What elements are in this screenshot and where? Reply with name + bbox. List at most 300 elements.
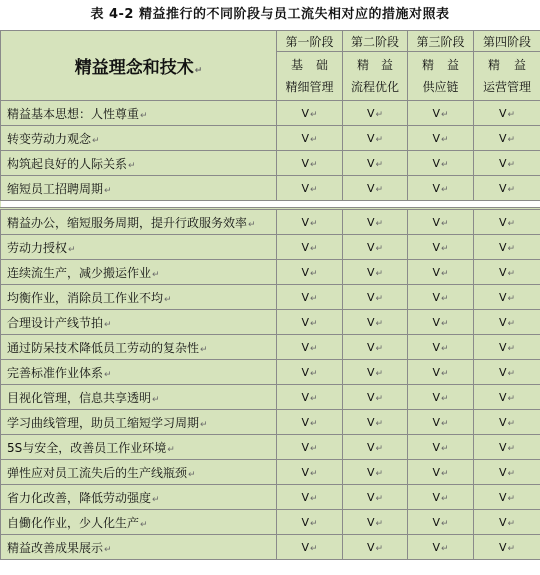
table-row bbox=[1, 335, 540, 360]
stage-4-checkmark bbox=[474, 535, 540, 560]
table-row bbox=[1, 101, 540, 126]
paragraph-mark: ↵ bbox=[507, 493, 516, 504]
stage-4-checkmark bbox=[474, 209, 540, 235]
check-mark: V bbox=[498, 265, 507, 279]
stage-4-checkmark bbox=[474, 235, 540, 260]
table-row bbox=[1, 535, 540, 560]
header-row-1 bbox=[1, 31, 540, 52]
paragraph-mark: ↵ bbox=[375, 368, 384, 379]
stage-1-title: 第一阶段 bbox=[277, 31, 343, 52]
stage-2-sub-line2: 流程优化 bbox=[350, 80, 399, 94]
paragraph-mark: ↵ bbox=[375, 134, 384, 145]
paragraph-mark: ↵ bbox=[375, 184, 384, 195]
paragraph-mark: ↵ bbox=[440, 318, 449, 329]
stage-1-checkmark bbox=[277, 151, 343, 176]
check-mark: V bbox=[366, 440, 375, 454]
stage-1-checkmark bbox=[277, 460, 343, 485]
table-row bbox=[1, 209, 540, 235]
check-mark: V bbox=[301, 106, 309, 120]
stage-1-checkmark bbox=[277, 360, 343, 385]
measure-label bbox=[1, 410, 277, 435]
check-mark: V bbox=[432, 490, 440, 504]
stage-4-checkmark bbox=[474, 176, 540, 201]
check-mark: V bbox=[432, 415, 440, 429]
paragraph-mark: ↵ bbox=[440, 268, 449, 279]
check-mark: V bbox=[366, 465, 375, 479]
stage-2-checkmark bbox=[343, 235, 408, 260]
paragraph-mark: ↵ bbox=[507, 109, 516, 120]
stage-3-checkmark bbox=[408, 176, 474, 201]
paragraph-mark: ↵ bbox=[375, 243, 384, 254]
stage-4-checkmark bbox=[474, 151, 540, 176]
check-mark: V bbox=[498, 415, 507, 429]
stage-2-checkmark bbox=[343, 209, 408, 235]
check-mark: V bbox=[498, 490, 507, 504]
paragraph-mark: ↵ bbox=[440, 243, 449, 254]
table-row bbox=[1, 385, 540, 410]
stage-4-sub-line2: 运营管理 bbox=[482, 80, 531, 94]
measure-label bbox=[1, 310, 277, 335]
check-mark: V bbox=[301, 415, 309, 429]
check-mark: V bbox=[432, 290, 440, 304]
check-mark: V bbox=[301, 215, 309, 229]
paragraph-mark: ↵ bbox=[507, 443, 516, 454]
stage-1-checkmark bbox=[277, 235, 343, 260]
measure-label bbox=[1, 209, 277, 235]
check-mark: V bbox=[366, 415, 375, 429]
stage-4-checkmark bbox=[474, 385, 540, 410]
check-mark: V bbox=[498, 440, 507, 454]
paragraph-mark: ↵ bbox=[375, 293, 384, 304]
measure-label bbox=[1, 435, 277, 460]
measure-text: 学习曲线管理，助员工缩短学习周期 bbox=[7, 415, 200, 430]
paragraph-mark: ↵ bbox=[507, 318, 516, 329]
stage-4-checkmark bbox=[474, 360, 540, 385]
check-mark: V bbox=[366, 181, 375, 195]
paragraph-mark: ↵ bbox=[309, 418, 318, 429]
table-row bbox=[1, 485, 540, 510]
paragraph-mark: ↵ bbox=[309, 218, 318, 229]
stage-3-sub-line2: 供应链 bbox=[422, 80, 459, 94]
measures-table bbox=[0, 30, 540, 560]
measure-text: 省力化改善，降低劳动强度 bbox=[7, 490, 152, 505]
paragraph-mark: ↵ bbox=[507, 159, 516, 170]
stage-1-checkmark bbox=[277, 126, 343, 151]
table-row bbox=[1, 310, 540, 335]
measure-text: 完善标准作业体系 bbox=[7, 365, 104, 380]
check-mark: V bbox=[301, 240, 309, 254]
group-separator bbox=[1, 201, 540, 209]
table-row bbox=[1, 460, 540, 485]
header-main bbox=[1, 31, 277, 101]
stage-3-checkmark bbox=[408, 410, 474, 435]
measure-label bbox=[1, 151, 277, 176]
check-mark: V bbox=[366, 265, 375, 279]
measure-label bbox=[1, 510, 277, 535]
measures-table-container bbox=[0, 30, 540, 560]
table-row bbox=[1, 435, 540, 460]
paragraph-mark: ↵ bbox=[440, 543, 449, 554]
stage-4-checkmark bbox=[474, 335, 540, 360]
stage-3-checkmark bbox=[408, 460, 474, 485]
stage-4-checkmark bbox=[474, 260, 540, 285]
stage-3-subtitle bbox=[408, 52, 474, 101]
check-mark: V bbox=[432, 181, 440, 195]
separator-cell bbox=[1, 201, 540, 209]
check-mark: V bbox=[498, 106, 507, 120]
check-mark: V bbox=[432, 340, 440, 354]
check-mark: V bbox=[301, 131, 309, 145]
paragraph-mark: ↵ bbox=[375, 543, 384, 554]
check-mark: V bbox=[498, 465, 507, 479]
stage-4-sub-line1: 精 益 bbox=[488, 58, 526, 72]
measure-text: 精益基本思想：人性尊重 bbox=[7, 106, 140, 121]
stage-3-checkmark bbox=[408, 385, 474, 410]
check-mark: V bbox=[498, 315, 507, 329]
table-row bbox=[1, 510, 540, 535]
stage-2-checkmark bbox=[343, 410, 408, 435]
paragraph-mark: ↵ bbox=[104, 369, 112, 380]
paragraph-mark: ↵ bbox=[507, 268, 516, 279]
paragraph-mark: ↵ bbox=[507, 518, 516, 529]
stage-1-checkmark bbox=[277, 176, 343, 201]
stage-3-checkmark bbox=[408, 435, 474, 460]
table-row bbox=[1, 176, 540, 201]
measure-label bbox=[1, 535, 277, 560]
paragraph-mark: ↵ bbox=[440, 293, 449, 304]
paragraph-mark: ↵ bbox=[375, 318, 384, 329]
paragraph-mark: ↵ bbox=[440, 468, 449, 479]
check-mark: V bbox=[366, 515, 375, 529]
stage-3-checkmark bbox=[408, 485, 474, 510]
stage-2-sub-line1: 精 益 bbox=[357, 58, 393, 72]
paragraph-mark: ↵ bbox=[152, 494, 160, 505]
stage-2-checkmark bbox=[343, 126, 408, 151]
measure-text: 构筑起良好的人际关系 bbox=[7, 156, 128, 171]
measure-text: 精益办公，缩短服务周期，提升行政服务效率 bbox=[7, 215, 248, 230]
check-mark: V bbox=[498, 540, 507, 554]
paragraph-mark: ↵ bbox=[309, 443, 318, 454]
stage-2-checkmark bbox=[343, 101, 408, 126]
paragraph-mark: ↵ bbox=[104, 319, 112, 330]
check-mark: V bbox=[366, 240, 375, 254]
check-mark: V bbox=[432, 390, 440, 404]
measure-label bbox=[1, 460, 277, 485]
measure-label bbox=[1, 485, 277, 510]
check-mark: V bbox=[301, 156, 309, 170]
paragraph-mark: ↵ bbox=[68, 244, 76, 255]
measure-text: 连续流生产，减少搬运作业 bbox=[7, 265, 152, 280]
stage-2-checkmark bbox=[343, 460, 408, 485]
paragraph-mark: ↵ bbox=[507, 468, 516, 479]
check-mark: V bbox=[498, 240, 507, 254]
paragraph-mark: ↵ bbox=[140, 110, 148, 121]
stage-1-subtitle bbox=[277, 52, 343, 101]
measure-label bbox=[1, 335, 277, 360]
stage-3-checkmark bbox=[408, 126, 474, 151]
stage-3-title: 第三阶段 bbox=[408, 31, 474, 52]
table-row bbox=[1, 285, 540, 310]
table-caption: 表 4-2 精益推行的不同阶段与员工流失相对应的措施对照表 bbox=[90, 7, 450, 22]
stage-2-checkmark bbox=[343, 285, 408, 310]
paragraph-mark: ↵ bbox=[507, 184, 516, 195]
paragraph-mark: ↵ bbox=[375, 268, 384, 279]
stage-2-checkmark bbox=[343, 151, 408, 176]
check-mark: V bbox=[366, 106, 375, 120]
measure-text: 目视化管理，信息共享透明 bbox=[7, 390, 152, 405]
paragraph-mark: ↵ bbox=[440, 343, 449, 354]
check-mark: V bbox=[301, 290, 309, 304]
paragraph-mark: ↵ bbox=[440, 443, 449, 454]
stage-3-checkmark bbox=[408, 151, 474, 176]
paragraph-mark: ↵ bbox=[507, 393, 516, 404]
check-mark: V bbox=[366, 340, 375, 354]
measure-label bbox=[1, 260, 277, 285]
paragraph-mark: ↵ bbox=[507, 543, 516, 554]
check-mark: V bbox=[366, 390, 375, 404]
paragraph-mark: ↵ bbox=[200, 419, 208, 430]
check-mark: V bbox=[301, 490, 309, 504]
table-row bbox=[1, 151, 540, 176]
stage-4-checkmark bbox=[474, 435, 540, 460]
paragraph-mark: ↵ bbox=[507, 134, 516, 145]
paragraph-mark: ↵ bbox=[164, 294, 172, 305]
measure-label bbox=[1, 385, 277, 410]
paragraph-mark: ↵ bbox=[309, 184, 318, 195]
paragraph-mark: ↵ bbox=[440, 418, 449, 429]
stage-1-checkmark bbox=[277, 101, 343, 126]
check-mark: V bbox=[432, 440, 440, 454]
check-mark: V bbox=[432, 156, 440, 170]
stage-4-checkmark bbox=[474, 101, 540, 126]
check-mark: V bbox=[498, 290, 507, 304]
stage-4-checkmark bbox=[474, 510, 540, 535]
check-mark: V bbox=[301, 181, 309, 195]
paragraph-mark: ↵ bbox=[140, 519, 148, 530]
measure-text: 缩短员工招聘周期 bbox=[7, 181, 104, 196]
paragraph-mark: ↵ bbox=[309, 159, 318, 170]
check-mark: V bbox=[498, 131, 507, 145]
stage-3-checkmark bbox=[408, 310, 474, 335]
stage-1-sub-line1: 基 础 bbox=[291, 58, 328, 72]
stage-2-checkmark bbox=[343, 260, 408, 285]
check-mark: V bbox=[301, 440, 309, 454]
paragraph-mark: ↵ bbox=[375, 468, 384, 479]
paragraph-mark: ↵ bbox=[309, 318, 318, 329]
paragraph-mark: ↵ bbox=[440, 184, 449, 195]
check-mark: V bbox=[432, 215, 440, 229]
check-mark: V bbox=[498, 215, 507, 229]
measure-text: 通过防呆技术降低员工劳动的复杂性 bbox=[7, 340, 200, 355]
paragraph-mark: ↵ bbox=[309, 468, 318, 479]
check-mark: V bbox=[432, 131, 440, 145]
paragraph-mark: ↵ bbox=[248, 219, 256, 230]
paragraph-mark: ↵ bbox=[194, 66, 203, 76]
stage-3-checkmark bbox=[408, 335, 474, 360]
paragraph-mark: ↵ bbox=[375, 343, 384, 354]
stage-4-title: 第四阶段 bbox=[474, 31, 540, 52]
measure-label bbox=[1, 235, 277, 260]
stage-2-checkmark bbox=[343, 176, 408, 201]
paragraph-mark: ↵ bbox=[152, 269, 160, 280]
check-mark: V bbox=[498, 365, 507, 379]
stage-4-checkmark bbox=[474, 310, 540, 335]
stage-4-checkmark bbox=[474, 410, 540, 435]
paragraph-mark: ↵ bbox=[507, 293, 516, 304]
stage-2-checkmark bbox=[343, 535, 408, 560]
table-row bbox=[1, 235, 540, 260]
check-mark: V bbox=[301, 340, 309, 354]
measure-label bbox=[1, 285, 277, 310]
paragraph-mark: ↵ bbox=[375, 393, 384, 404]
measure-label bbox=[1, 101, 277, 126]
paragraph-mark: ↵ bbox=[188, 469, 196, 480]
paragraph-mark: ↵ bbox=[309, 393, 318, 404]
paragraph-mark: ↵ bbox=[309, 368, 318, 379]
measure-text: 劳动力授权 bbox=[7, 240, 68, 255]
stage-3-checkmark bbox=[408, 209, 474, 235]
paragraph-mark: ↵ bbox=[309, 518, 318, 529]
paragraph-mark: ↵ bbox=[440, 493, 449, 504]
stage-1-checkmark bbox=[277, 485, 343, 510]
stage-2-checkmark bbox=[343, 335, 408, 360]
paragraph-mark: ↵ bbox=[309, 293, 318, 304]
stage-2-checkmark bbox=[343, 435, 408, 460]
stage-3-sub-line1: 精 益 bbox=[422, 58, 459, 72]
check-mark: V bbox=[366, 490, 375, 504]
paragraph-mark: ↵ bbox=[200, 344, 208, 355]
paragraph-mark: ↵ bbox=[104, 185, 112, 196]
stage-2-checkmark bbox=[343, 310, 408, 335]
paragraph-mark: ↵ bbox=[440, 134, 449, 145]
paragraph-mark: ↵ bbox=[152, 394, 160, 405]
check-mark: V bbox=[498, 515, 507, 529]
check-mark: V bbox=[498, 156, 507, 170]
measure-text: 转变劳动力观念 bbox=[7, 131, 92, 146]
check-mark: V bbox=[301, 540, 309, 554]
paragraph-mark: ↵ bbox=[309, 134, 318, 145]
paragraph-mark: ↵ bbox=[375, 109, 384, 120]
measure-text: 弹性应对员工流失后的生产线瓶颈 bbox=[7, 465, 188, 480]
stage-1-checkmark bbox=[277, 310, 343, 335]
stage-2-subtitle bbox=[343, 52, 408, 101]
paragraph-mark: ↵ bbox=[375, 218, 384, 229]
stage-1-checkmark bbox=[277, 435, 343, 460]
table-row bbox=[1, 360, 540, 385]
stage-3-checkmark bbox=[408, 235, 474, 260]
paragraph-mark: ↵ bbox=[440, 109, 449, 120]
stage-1-checkmark bbox=[277, 260, 343, 285]
check-mark: V bbox=[432, 265, 440, 279]
paragraph-mark: ↵ bbox=[507, 418, 516, 429]
check-mark: V bbox=[432, 315, 440, 329]
paragraph-mark: ↵ bbox=[104, 544, 112, 555]
stage-4-subtitle bbox=[474, 52, 540, 101]
check-mark: V bbox=[366, 131, 375, 145]
table-row bbox=[1, 410, 540, 435]
stage-3-checkmark bbox=[408, 360, 474, 385]
stage-1-sub-line2: 精细管理 bbox=[285, 80, 334, 94]
paragraph-mark: ↵ bbox=[309, 493, 318, 504]
check-mark: V bbox=[366, 290, 375, 304]
paragraph-mark: ↵ bbox=[507, 218, 516, 229]
paragraph-mark: ↵ bbox=[440, 518, 449, 529]
check-mark: V bbox=[301, 465, 309, 479]
paragraph-mark: ↵ bbox=[440, 368, 449, 379]
check-mark: V bbox=[432, 106, 440, 120]
stage-4-checkmark bbox=[474, 126, 540, 151]
paragraph-mark: ↵ bbox=[375, 518, 384, 529]
paragraph-mark: ↵ bbox=[309, 543, 318, 554]
measure-text: 5S与安全，改善员工作业环境 bbox=[7, 440, 167, 455]
check-mark: V bbox=[366, 215, 375, 229]
stage-2-title: 第二阶段 bbox=[343, 31, 408, 52]
measure-label bbox=[1, 126, 277, 151]
stage-1-checkmark bbox=[277, 335, 343, 360]
stage-3-checkmark bbox=[408, 260, 474, 285]
stage-2-checkmark bbox=[343, 360, 408, 385]
check-mark: V bbox=[366, 156, 375, 170]
check-mark: V bbox=[366, 365, 375, 379]
measure-text: 自働化作业，少人化生产 bbox=[7, 515, 140, 530]
check-mark: V bbox=[301, 390, 309, 404]
check-mark: V bbox=[432, 515, 440, 529]
paragraph-mark: ↵ bbox=[375, 418, 384, 429]
paragraph-mark: ↵ bbox=[507, 243, 516, 254]
paragraph-mark: ↵ bbox=[309, 109, 318, 120]
paragraph-mark: ↵ bbox=[440, 159, 449, 170]
paragraph-mark: ↵ bbox=[440, 218, 449, 229]
paragraph-mark: ↵ bbox=[309, 268, 318, 279]
paragraph-mark: ↵ bbox=[309, 343, 318, 354]
paragraph-mark: ↵ bbox=[375, 159, 384, 170]
check-mark: V bbox=[432, 240, 440, 254]
paragraph-mark: ↵ bbox=[92, 135, 100, 146]
check-mark: V bbox=[432, 365, 440, 379]
check-mark: V bbox=[301, 265, 309, 279]
stage-4-checkmark bbox=[474, 485, 540, 510]
paragraph-mark: ↵ bbox=[507, 343, 516, 354]
stage-2-checkmark bbox=[343, 385, 408, 410]
stage-2-checkmark bbox=[343, 510, 408, 535]
check-mark: V bbox=[366, 315, 375, 329]
check-mark: V bbox=[366, 540, 375, 554]
stage-3-checkmark bbox=[408, 101, 474, 126]
paragraph-mark: ↵ bbox=[167, 444, 175, 455]
stage-2-checkmark bbox=[343, 485, 408, 510]
check-mark: V bbox=[301, 315, 309, 329]
measure-text: 精益改善成果展示 bbox=[7, 540, 104, 555]
paragraph-mark: ↵ bbox=[440, 393, 449, 404]
header-main-label: 精益理念和技术 bbox=[74, 58, 194, 78]
check-mark: V bbox=[498, 181, 507, 195]
stage-3-checkmark bbox=[408, 285, 474, 310]
check-mark: V bbox=[498, 390, 507, 404]
paragraph-mark: ↵ bbox=[375, 493, 384, 504]
stage-1-checkmark bbox=[277, 385, 343, 410]
stage-1-checkmark bbox=[277, 535, 343, 560]
table-row bbox=[1, 126, 540, 151]
stage-4-checkmark bbox=[474, 460, 540, 485]
table-row bbox=[1, 260, 540, 285]
paragraph-mark: ↵ bbox=[375, 443, 384, 454]
stage-3-checkmark bbox=[408, 535, 474, 560]
stage-1-checkmark bbox=[277, 285, 343, 310]
measure-text: 均衡作业，消除员工作业不均 bbox=[7, 290, 164, 305]
stage-3-checkmark bbox=[408, 510, 474, 535]
paragraph-mark: ↵ bbox=[507, 368, 516, 379]
measure-label bbox=[1, 176, 277, 201]
